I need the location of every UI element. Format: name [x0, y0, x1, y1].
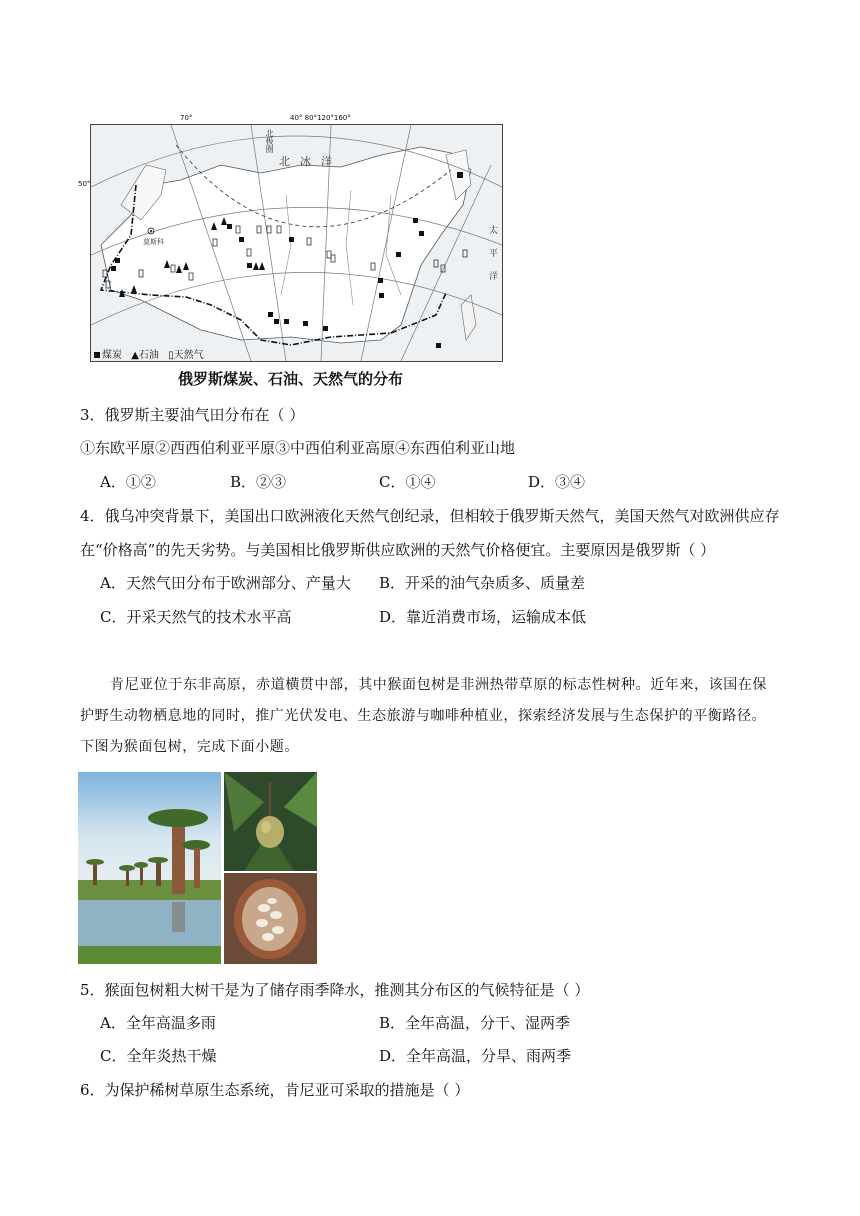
gas-flame-icon: ▯: [168, 350, 174, 361]
q4-option-a[interactable]: A．天然气田分布于欧洲部分、产量大: [100, 574, 351, 592]
legend-coal: 煤炭: [102, 350, 122, 361]
pacific-label: 太平洋: [487, 225, 497, 294]
passage-text: 肯尼亚位于东非高原，赤道横贯中部，其中猴面包树是非洲热带草原的标志性树种。近年来，该国在保护野生动物栖息地的同时，推广光伏发电、生态旅游与咖啡种植业，探索经济发展与生态保护的平衡路径。下图为猴面包树，完成下面小题。: [80, 677, 767, 755]
q5-option-a[interactable]: A．全年高温多雨: [100, 1014, 216, 1032]
q5-option-d[interactable]: D．全年高温，分旱、雨两季: [379, 1047, 572, 1065]
map-legend: [94, 346, 204, 361]
q3-stem: 3．俄罗斯主要油气田分布在（ ）: [80, 406, 305, 424]
q3-option-a[interactable]: A．①②: [100, 473, 156, 491]
q6-stem: 6．为保护稀树草原生态系统，肯尼亚可采取的措施是（ ）: [80, 1081, 470, 1099]
q4-stem-line2: 在“价格高”的先天劣势。与美国相比俄罗斯供应欧洲的天然气价格便宜。主要原因是俄罗斯（ ）: [80, 541, 716, 559]
q5-stem: 5．猴面包树粗大树干是为了储存雨季降水，推测其分布区的气候特征是（ ）: [80, 981, 590, 999]
q5-option-b[interactable]: B．全年高温，分干、湿两季: [379, 1014, 571, 1032]
oil-derrick-icon: ▲: [131, 350, 139, 361]
q4-option-d[interactable]: D．靠近消费市场，运输成本低: [379, 608, 587, 626]
arctic-circle-label: 北极圈: [265, 129, 274, 153]
baobab-fruit-photo: [224, 772, 317, 871]
q3-items: ①东欧平原②西西伯利亚平原③中西伯利亚高原④东西伯利亚山地: [80, 439, 516, 457]
map-caption: 俄罗斯煤炭、石油、天然气的分布: [178, 370, 404, 388]
lat-left-label: 50°: [78, 180, 91, 188]
legend-gas: 天然气: [173, 350, 204, 361]
q5-option-c[interactable]: C．全年炎热干燥: [100, 1047, 217, 1065]
black-square-icon: [94, 352, 100, 358]
moscow-label: 莫斯科: [143, 238, 164, 246]
baobab-landscape-photo: [78, 772, 221, 964]
russia-resource-map: [90, 124, 503, 362]
q4-stem-line1: 4．俄乌冲突背景下，美国出口欧洲液化天然气创纪录，但相较于俄罗斯天然气，美国天然气对欧洲供应存: [80, 507, 780, 525]
q3-option-c[interactable]: C．①④: [379, 473, 436, 491]
q3-option-d[interactable]: D．③④: [528, 473, 586, 491]
ocean-label: 北冰洋: [279, 155, 342, 168]
lat-top-label: 70°: [180, 114, 193, 122]
q3-option-b[interactable]: B．②③: [230, 473, 287, 491]
lon-top-label: 40° 80°120°160°: [290, 114, 351, 122]
baobab-seeds-photo: [224, 873, 317, 964]
q4-option-b[interactable]: B．开采的油气杂质多、质量差: [379, 574, 586, 592]
legend-oil: 石油: [138, 350, 159, 361]
q4-option-c[interactable]: C．开采天然气的技术水平高: [100, 608, 292, 626]
